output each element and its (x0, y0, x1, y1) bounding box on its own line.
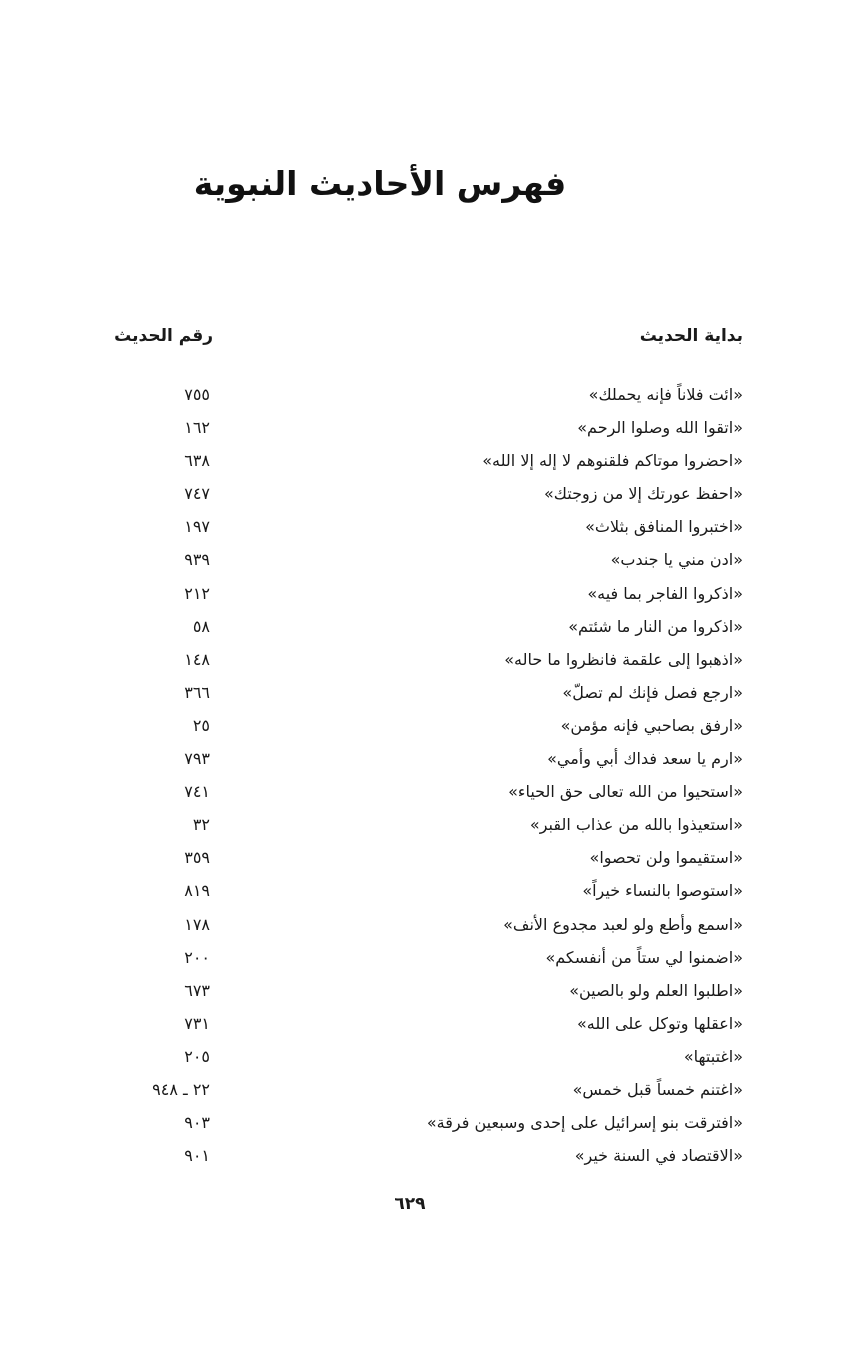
index-entry (0, 510, 865, 543)
hadith-number: ٩٠١ (184, 1146, 210, 1166)
hadith-number: ١٧٨ (184, 914, 210, 934)
hadith-opening-text: «ادن مني يا جندب» (610, 550, 743, 570)
index-entry (0, 444, 865, 477)
hadith-opening-text: «افترقت بنو إسرائيل على إحدى وسبعين فرقة» (426, 1113, 743, 1133)
index-entry (0, 477, 865, 510)
hadith-opening-text: «ارجع فصل فإنك لم تصلّ» (562, 682, 743, 702)
hadith-opening-text: «اغتبتها» (683, 1046, 743, 1066)
page-number: ٦٢٩ (394, 1194, 426, 1214)
hadith-number: ١٤٨ (184, 649, 210, 669)
index-entry (0, 411, 865, 444)
index-entry (0, 1106, 865, 1139)
hadith-number: ٢٠٥ (184, 1046, 210, 1066)
hadith-number: ٨١٩ (184, 881, 210, 901)
index-entry (0, 709, 865, 742)
index-entry (0, 1139, 865, 1172)
column-header-hadith-start: بداية الحديث (639, 326, 743, 346)
hadith-opening-text: «اعقلها وتوكل على الله» (576, 1013, 743, 1033)
hadith-opening-text: «استحيوا من الله تعالى حق الحياء» (508, 782, 743, 802)
hadith-opening-text: «الاقتصاد في السنة خير» (574, 1146, 743, 1166)
hadith-number: ٧٩٣ (184, 749, 210, 769)
hadith-number: ٦٧٣ (184, 980, 210, 1000)
index-entry (0, 676, 865, 709)
hadith-number: ١٩٧ (184, 517, 210, 537)
hadith-opening-text: «اذكروا من النار ما شئتم» (568, 616, 743, 636)
hadith-opening-text: «ائت فلاناً فإنه يحملك» (588, 385, 743, 404)
hadith-number: ٩٠٣ (184, 1113, 210, 1133)
hadith-opening-text: «استعيذوا بالله من عذاب القبر» (529, 815, 743, 835)
hadith-opening-text: «ارم يا سعد فداك أبي وأمي» (547, 749, 743, 769)
index-entry (0, 808, 865, 841)
hadith-opening-text: «استوصوا بالنساء خيراً» (582, 881, 743, 901)
hadith-number: ٥٨ (192, 616, 210, 636)
hadith-number: ٣٦٦ (184, 682, 210, 702)
hadith-number: ١٦٢ (184, 418, 210, 438)
hadith-number: ٣٢ (192, 815, 210, 835)
hadith-opening-text: «احفظ عورتك إلا من زوجتك» (544, 484, 743, 504)
index-entry (0, 908, 865, 941)
hadith-opening-text: «اضمنوا لي ستاً من أنفسكم» (545, 947, 743, 967)
page-title: فهرس الأحاديث النبوية (193, 164, 567, 203)
hadith-number: ٧٣١ (184, 1013, 210, 1033)
index-entry (0, 742, 865, 775)
index-entry (0, 378, 865, 411)
index-entry (0, 974, 865, 1007)
hadith-number: ٩٣٩ (184, 550, 210, 570)
hadith-opening-text: «ارفق بصاحبي فإنه مؤمن» (560, 715, 743, 735)
index-entry (0, 610, 865, 643)
index-entry (0, 874, 865, 907)
column-header-hadith-number: رقم الحديث (114, 326, 213, 346)
hadith-opening-text: «اختبروا المنافق بثلاث» (585, 517, 743, 537)
index-entry (0, 643, 865, 676)
hadith-opening-text: «استقيموا ولن تحصوا» (589, 848, 743, 868)
hadith-opening-text: «اذهبوا إلى علقمة فانظروا ما حاله» (504, 649, 743, 669)
hadith-number: ٧٥٥ (184, 385, 210, 404)
hadith-opening-text: «اتقوا الله وصلوا الرحم» (577, 418, 743, 438)
index-entry (0, 543, 865, 576)
index-entry (0, 577, 865, 610)
index-entry (0, 1073, 865, 1106)
index-entry (0, 841, 865, 874)
index-entry (0, 1040, 865, 1073)
hadith-number: ٢٠٠ (184, 947, 210, 967)
hadith-number: ٧٤١ (184, 782, 210, 802)
hadith-number: ٢١٢ (184, 583, 210, 603)
hadith-number: ٧٤٧ (184, 484, 210, 504)
hadith-number: ٦٣٨ (184, 451, 210, 471)
hadith-opening-text: «احضروا موتاكم فلقنوهم لا إله إلا الله» (482, 451, 743, 471)
hadith-number: ٣٥٩ (184, 848, 210, 868)
hadith-number: ٢٥ (192, 715, 210, 735)
index-entry (0, 775, 865, 808)
hadith-opening-text: «اذكروا الفاجر بما فيه» (587, 583, 743, 603)
hadith-opening-text: «اطلبوا العلم ولو بالصين» (569, 980, 743, 1000)
index-entry (0, 1007, 865, 1040)
index-entry (0, 941, 865, 974)
hadith-opening-text: «اغتنم خمساً قبل خمس» (572, 1079, 743, 1099)
hadith-index-list (0, 378, 865, 1172)
hadith-opening-text: «اسمع وأطع ولو لعبد مجدوع الأنف» (503, 914, 743, 934)
hadith-number: ٢٢ ـ ٩٤٨ (152, 1079, 210, 1099)
